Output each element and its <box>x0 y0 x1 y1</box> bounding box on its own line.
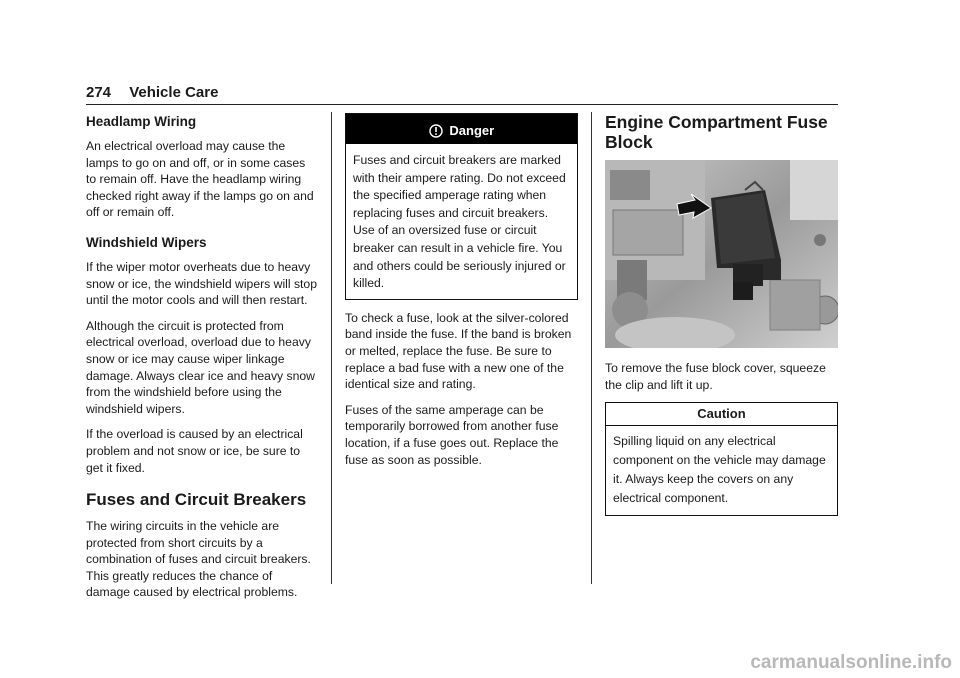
paragraph: Although the circuit is protected from electrical overload, overload due to heavy snow or ice may cause wiper linkage damage. Always clear ice and heavy snow from the windshield before using the windshield wipers. <box>86 318 315 416</box>
heading-engine-fuse-block: Engine Compartment Fuse Block <box>605 112 828 152</box>
danger-box <box>345 113 578 300</box>
heading-headlamp-wiring: Headlamp Wiring <box>86 114 197 129</box>
paragraph: An electrical overload may cause the lamps to go on and off, or in some cases to remain off. Have the headlamp wiring checked right away if the lamps go on and off or remain off. <box>86 139 314 220</box>
danger-title: Danger <box>449 123 495 138</box>
section-title: Vehicle Care <box>129 84 219 101</box>
paragraph: Fuses of the same amperage can be temporarily borrowed from another fuse location, if a fuse goes out. Replace the fuse as soon as possible. <box>345 402 559 467</box>
danger-body <box>346 144 577 299</box>
caution-text: Spilling liquid on any electrical component on the vehicle may damage it. Always keep the covers on any electrical component. <box>613 434 826 506</box>
column-right <box>605 112 838 516</box>
page-header <box>86 84 838 105</box>
paragraph: The wiring circuits in the vehicle are protected from short circuits by a combination of fuses and circuit breakers. This greatly reduces the chance of damage caused by electrical problems. <box>86 519 311 600</box>
column-middle <box>345 112 578 477</box>
watermark: carmanualsonline.info <box>750 652 952 673</box>
danger-header <box>346 114 577 144</box>
paragraph: If the wiper motor overheats due to heavy snow or ice, the windshield wipers will stop until the motor cools and will then restart. <box>86 259 317 308</box>
paragraph: To check a fuse, look at the silver-colored band inside the fuse. If the band is broken or melted, replace the fuse. Be sure to replace a bad fuse with a new one of the identical size and rating. <box>345 310 572 392</box>
caution-body <box>606 426 837 515</box>
warning-icon <box>429 124 443 138</box>
column-left <box>86 110 318 610</box>
caution-box <box>605 402 838 516</box>
column-divider <box>331 112 332 584</box>
danger-text: Fuses and circuit breakers are marked with their ampere rating. Do not exceed the specified amperage rating when replacing fuses and circuit breakers. Use of an oversized fuse or circuit breaker can result in a vehicle fire. You and others could be seriously injured or killed. <box>353 153 566 291</box>
column-divider <box>591 112 592 584</box>
heading-windshield-wipers: Windshield Wipers <box>86 234 207 250</box>
page-number: 274 <box>86 84 112 101</box>
heading-fuses-circuit-breakers: Fuses and Circuit Breakers <box>86 490 307 510</box>
caution-header: Caution <box>606 403 837 426</box>
fuse-block-photo <box>605 160 838 348</box>
paragraph: If the overload is caused by an electrical problem and not snow or ice, be sure to get it fixed. <box>86 427 303 475</box>
paragraph: To remove the fuse block cover, squeeze the clip and lift it up. <box>605 361 826 392</box>
